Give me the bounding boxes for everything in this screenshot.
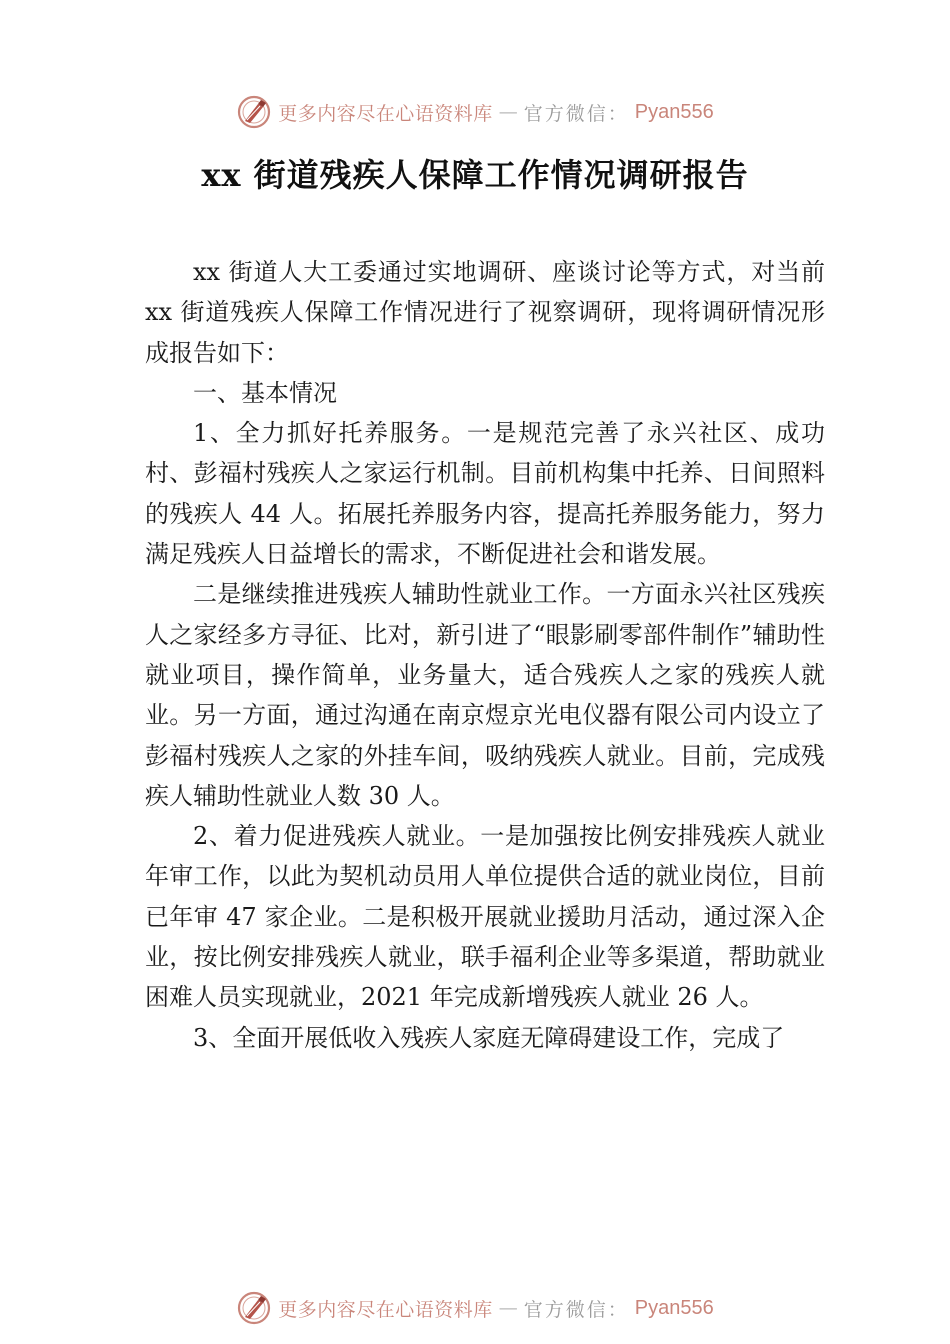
banner-dash: —: [498, 1297, 518, 1319]
pen-nib-logo-icon: [236, 94, 272, 130]
document-title: xx 街道残疾人保障工作情况调研报告: [201, 156, 749, 194]
section-heading-basic: 一、基本情况: [193, 378, 337, 407]
wechat-label: 官方微信：: [523, 102, 629, 125]
paragraph-employment-promotion: 2、着力促进残疾人就业。一是加强按比例安排残疾人就业年审工作，以此为契机动员用人单位提供合适的就业岗位，目前已年审 47 家企业。二是积极开展就业援助月活动，通过深入企业，按比例安排残疾人就业，联手福利企业等多渠道，帮助就业困难人员实现就业，2021 年完成新增残疾人就业 26 人。: [145, 822, 825, 1012]
pen-nib-logo-icon: [236, 1290, 272, 1326]
paragraph-intro: xx 街道人大工委通过实地调研、座谈讨论等方式，对当前 xx 街道残疾人保障工作情况进行了视察调研，现将调研情况形成报告如下：: [145, 258, 825, 367]
footer-banner: [0, 1288, 950, 1328]
paragraph-care-services: 1、全力抓好托养服务。一是规范完善了永兴社区、成功村、彭福村残疾人之家运行机制。目前机构集中托养、日间照料的残疾人 44 人。拓展托养服务内容，提高托养服务能力，努力满足残疾人日益增长的需求，不断促进社会和谐发展。: [145, 419, 825, 569]
paragraph-accessibility: 3、全面开展低收入残疾人家庭无障碍建设工作，完成了: [193, 1023, 785, 1052]
header-banner: [0, 92, 950, 132]
banner-slogan: 更多内容尽在心语资料库: [278, 102, 493, 125]
wechat-id: Pyan556: [634, 1296, 714, 1319]
paragraph-auxiliary-employment: 二是继续推进残疾人辅助性就业工作。一方面永兴社区残疾人之家经多方寻征、比对，新引进了“眼影刷零部件制作”辅助性就业项目，操作简单，业务量大，适合残疾人之家的残疾人就业。另一方面，通过沟通在南京煜京光电仪器有限公司内设立了彭福村残疾人之家的外挂车间，吸纳残疾人就业。目前，完成残疾人辅助性就业人数 30 人。: [145, 580, 825, 810]
wechat-id: Pyan556: [634, 100, 714, 123]
wechat-label: 官方微信：: [523, 1298, 629, 1321]
document-body: [145, 252, 825, 1058]
banner-dash: —: [498, 101, 518, 123]
banner-slogan: 更多内容尽在心语资料库: [278, 1298, 493, 1321]
